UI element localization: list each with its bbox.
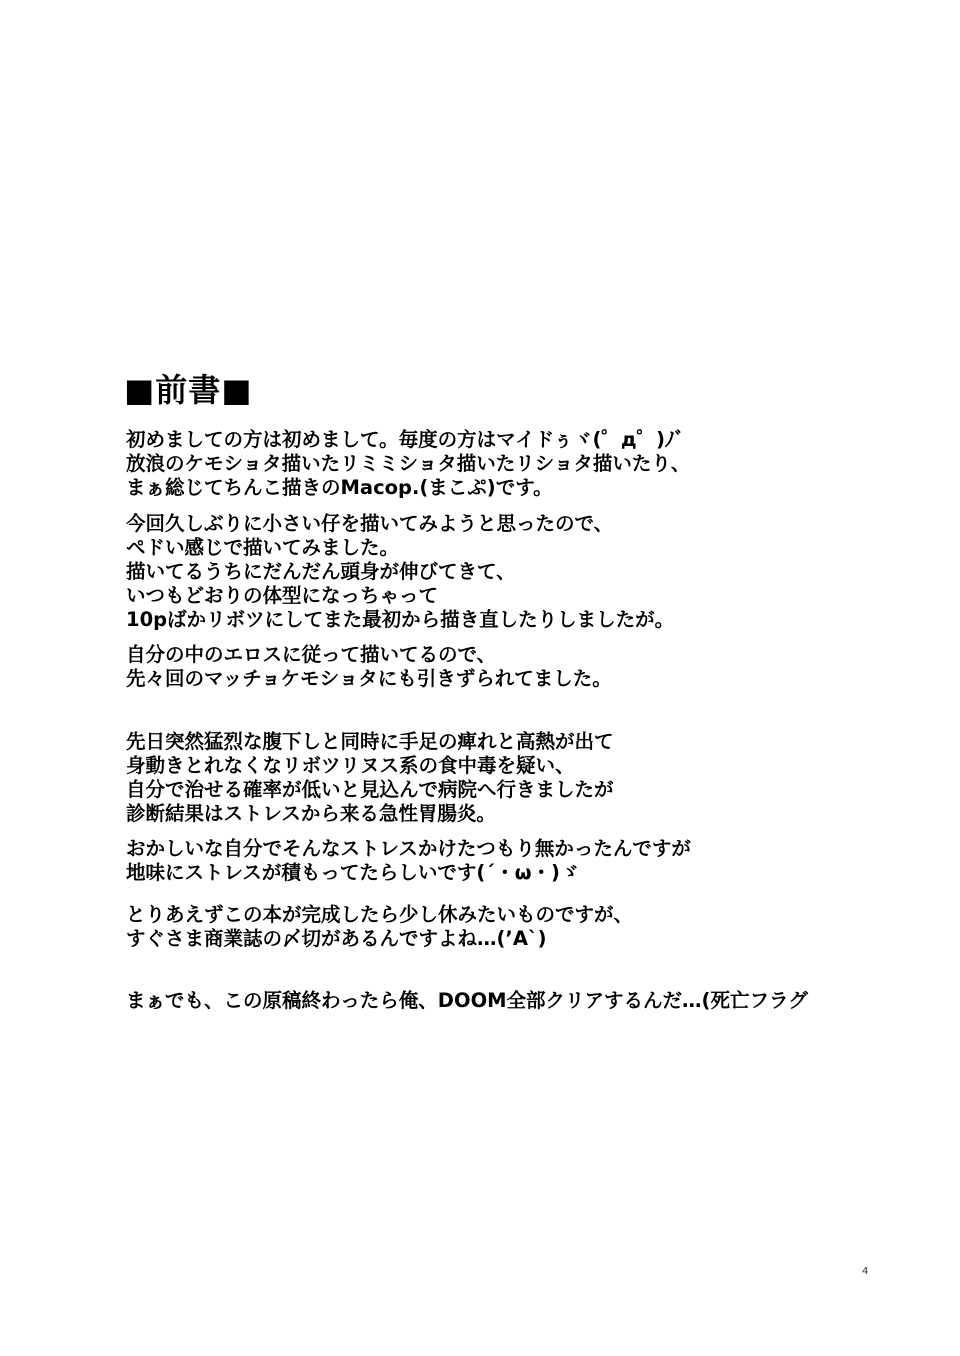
text-line: 先々回のマッチョケモショタにも引きずられてました。: [126, 667, 612, 690]
text-line: 放浪のケモショタ描いたリミミショタ描いたリショタ描いたり、: [126, 452, 691, 475]
text-line: ペドい感じで描いてみました。: [126, 536, 400, 559]
text-line: 今回久しぶりに小さい仔を描いてみようと思ったので、: [126, 512, 614, 535]
text-line: 身動きとれなくなリボツリヌス系の食中毒を疑い、: [126, 754, 575, 777]
text-line: すぐさま商業誌の〆切があるんですよね…(’A`): [126, 927, 547, 950]
text-line: 地味にストレスが積もってたらしいです(´・ω・)ゞ: [126, 861, 580, 884]
text-line: 診断結果はストレスから来る急性胃腸炎。: [126, 802, 496, 825]
text-line: まぁ総じてちんこ描きのMacop.(まこぷ)です。: [126, 476, 553, 499]
text-line: 10pばかリボツにしてまた最初から描き直したりしましたが。: [126, 608, 675, 631]
page-number: 4: [862, 1266, 869, 1277]
text-line: おかしいな自分でそんなストレスかけたつもり無かったんですが: [126, 837, 691, 860]
text-line: 初めましての方は初めまして。毎度の方はマイドぅヾ(゜д゜)ﾉﾞ: [126, 428, 685, 451]
text-line: 自分の中のエロスに従って描いてるので、: [126, 643, 497, 666]
text-line: 自分で治せる確率が低いと見込んで病院へ行きましたが: [126, 778, 614, 801]
text-line: 先日突然猛烈な腹下しと同時に手足の痺れと高熱が出て: [126, 730, 614, 753]
text-line: 描いてるうちにだんだん頭身が伸びてきて、: [126, 560, 516, 583]
preface-heading: ■前書■: [124, 371, 253, 409]
text-line: まぁでも、この原稿終わったら俺、DOOM全部クリアするんだ…(死亡フラグ: [126, 989, 808, 1012]
text-line: とりあえずこの本が完成したら少し休みたいものですが、: [126, 903, 634, 926]
text-line: いつもどおりの体型になっちゃって: [126, 584, 439, 607]
